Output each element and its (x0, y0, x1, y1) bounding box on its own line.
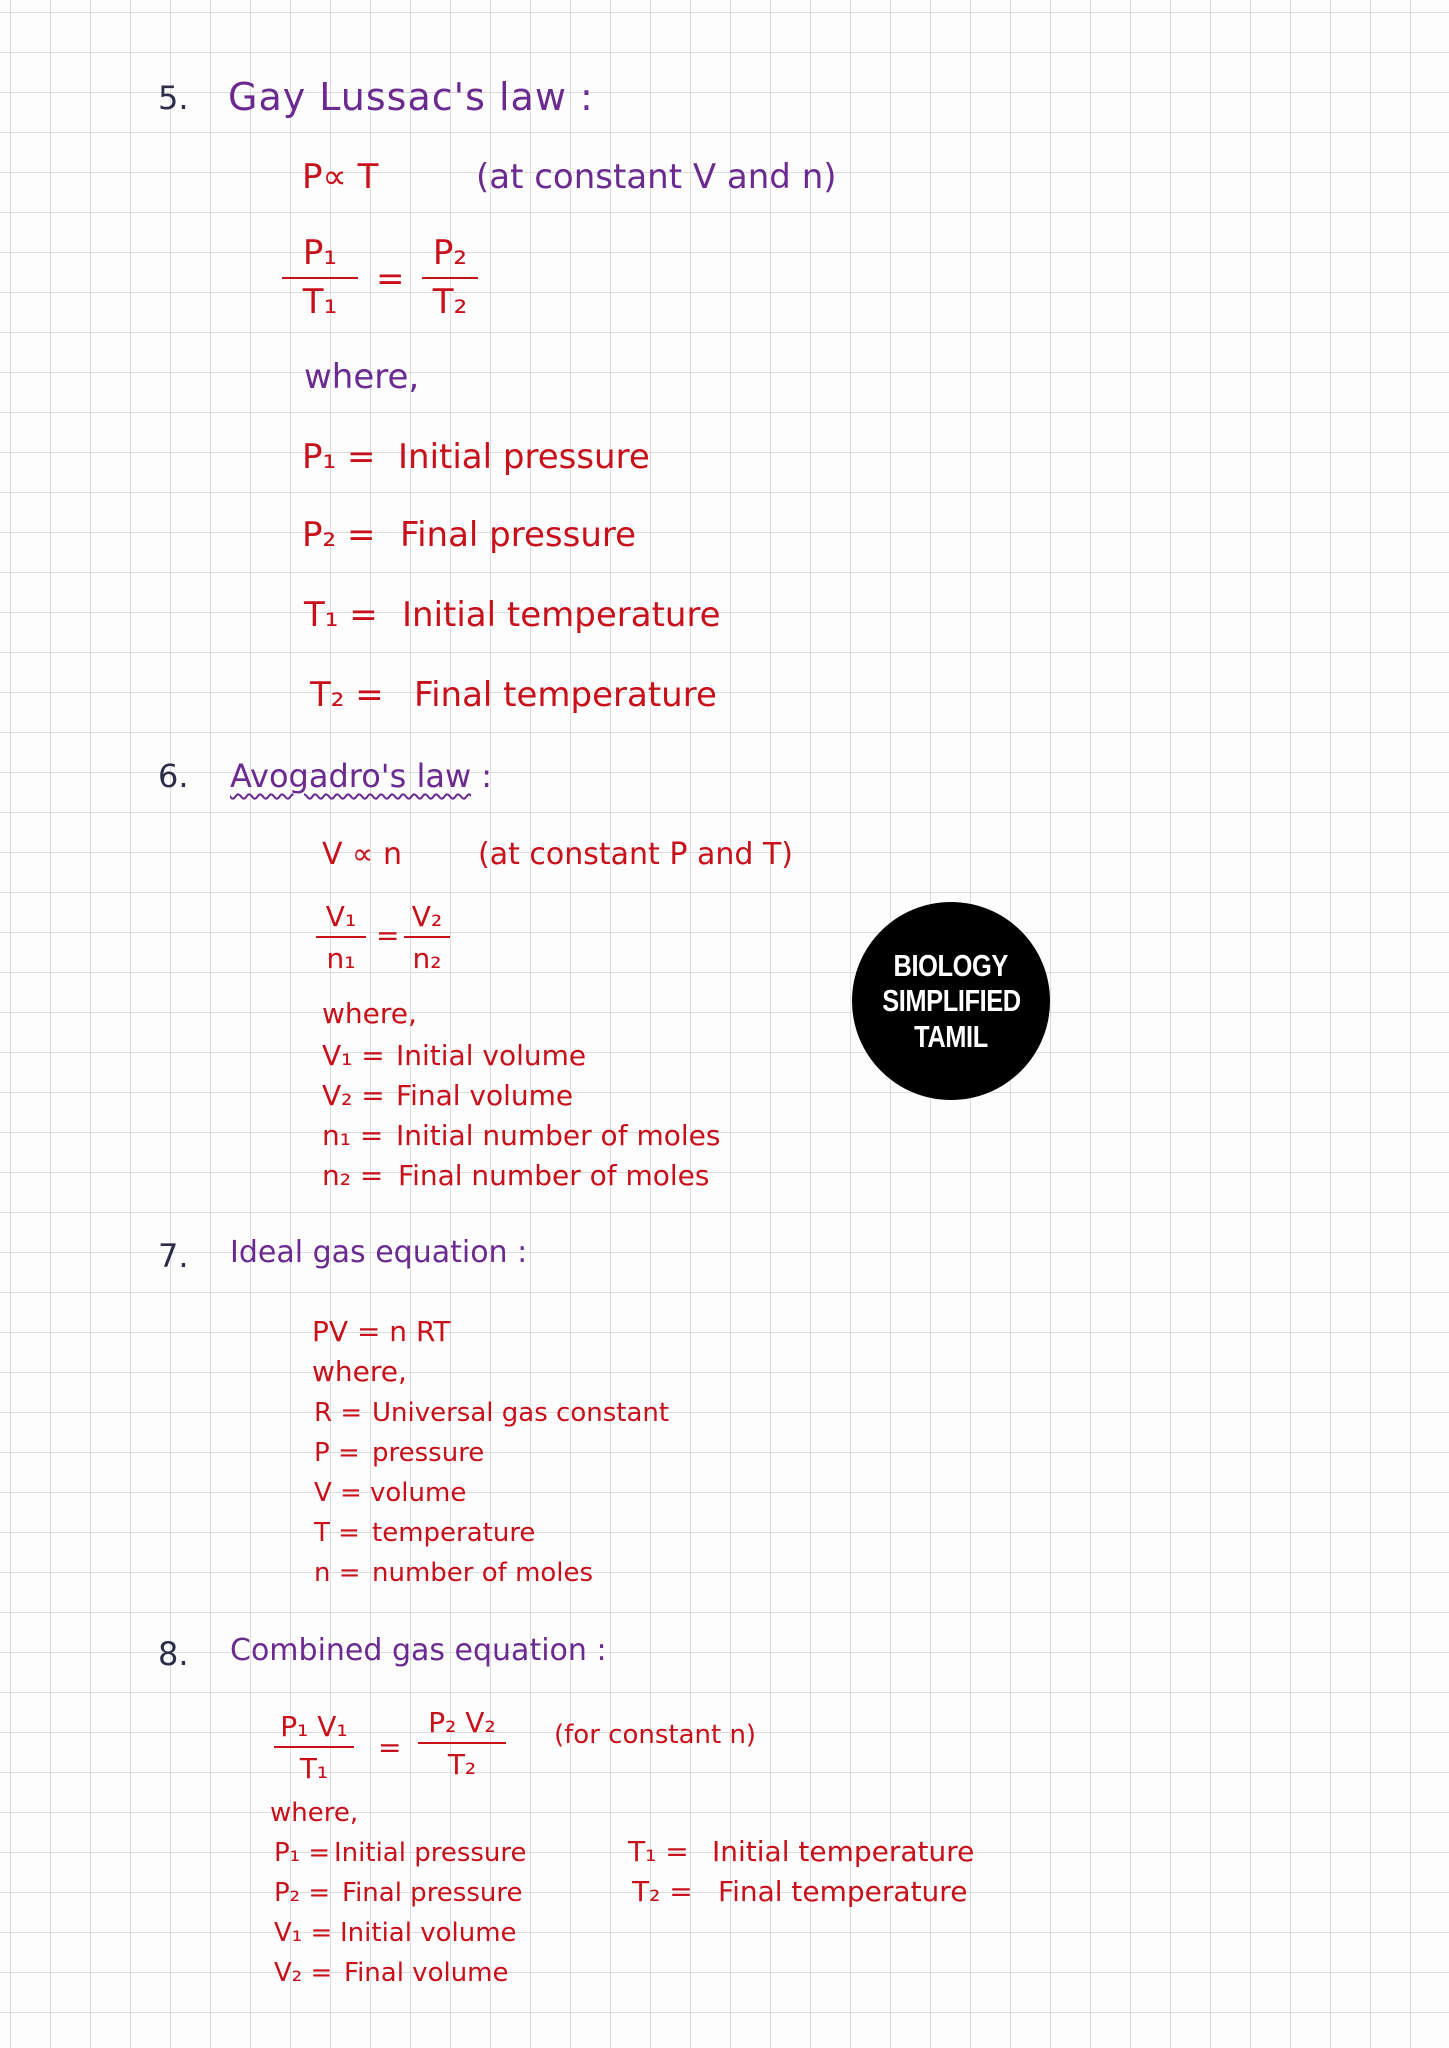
fraction-bar (274, 1746, 354, 1748)
logo-line: TAMIL (914, 1018, 988, 1054)
def-symbol: P₁ = (302, 437, 376, 477)
def-text: Final pressure (342, 1878, 523, 1908)
fraction-right (418, 1708, 506, 1780)
equals-sign: = (378, 1731, 402, 1764)
condition: (for constant n) (554, 1720, 757, 1750)
def-text: number of moles (372, 1558, 594, 1588)
def-symbol: T₂ = (632, 1875, 693, 1908)
def-symbol: P₁ = (274, 1838, 331, 1868)
section-7-title: Ideal gas equation : (230, 1235, 528, 1270)
def-text: volume (370, 1478, 467, 1508)
section-6-number: 6. (158, 757, 189, 795)
denominator: T₁ (299, 1752, 329, 1786)
def-text: Final number of moles (398, 1159, 710, 1192)
fraction-bar (418, 1742, 506, 1744)
def-text: Final pressure (400, 515, 637, 555)
numerator: V₁ (325, 900, 357, 933)
denominator: T₂ (447, 1748, 477, 1782)
logo-line: BIOLOGY (893, 947, 1009, 983)
def-symbol: R = (314, 1398, 363, 1428)
numerator: P₁ V₁ (280, 1710, 348, 1743)
def-symbol: V₁ = (322, 1039, 385, 1072)
denominator: n₂ (412, 942, 442, 976)
def-text: Initial pressure (334, 1838, 527, 1868)
def-symbol: T₁ = (628, 1835, 689, 1868)
equals-sign: = (376, 259, 405, 299)
fraction-left (274, 1712, 354, 1784)
fraction-bar (404, 936, 450, 938)
biology-simplified-tamil-logo (852, 902, 1050, 1100)
def-symbol: P₂ = (302, 515, 376, 555)
condition: (at constant P and T) (478, 837, 793, 872)
def-symbol: V = (314, 1478, 362, 1508)
ideal-gas-equation: PV = n RT (312, 1315, 451, 1348)
def-symbol: n₂ = (322, 1159, 384, 1192)
section-6-colon: : (481, 757, 493, 795)
condition: (at constant V and n) (476, 157, 837, 197)
def-symbol: T₂ = (310, 675, 384, 715)
section-5-title: Gay Lussac's law : (228, 75, 594, 119)
denominator: T₂ (432, 281, 468, 322)
numerator: P₂ (432, 233, 468, 273)
fraction-right (404, 902, 450, 974)
logo-line: SIMPLIFIED (881, 983, 1021, 1019)
def-symbol: V₂ = (322, 1079, 385, 1112)
proportionality: P∝ T (302, 157, 379, 197)
def-symbol: n = (314, 1558, 361, 1588)
def-symbol: V₁ = (274, 1918, 333, 1948)
def-text: Initial volume (396, 1039, 587, 1072)
equals-sign: = (376, 919, 400, 952)
where-label: where, (270, 1798, 359, 1828)
numerator: P₂ V₂ (428, 1706, 496, 1739)
fraction-right (422, 233, 478, 322)
def-symbol: T₁ = (304, 595, 378, 635)
def-text: Initial temperature (712, 1835, 975, 1868)
fraction-bar (282, 277, 358, 279)
section-6-title (230, 757, 493, 795)
numerator: V₂ (411, 900, 443, 933)
def-symbol: V₂ = (274, 1958, 333, 1988)
fraction-bar (422, 277, 478, 279)
denominator: T₁ (302, 281, 338, 322)
def-text: Final volume (344, 1958, 509, 1988)
def-symbol: n₁ = (322, 1119, 384, 1152)
def-text: pressure (372, 1438, 485, 1468)
def-symbol: P₂ = (274, 1878, 331, 1908)
def-text: Final temperature (718, 1875, 968, 1908)
where-label: where, (304, 357, 420, 397)
def-text: Initial number of moles (396, 1119, 721, 1152)
def-text: Initial pressure (398, 437, 650, 477)
def-symbol: T = (314, 1518, 360, 1548)
section-8-number: 8. (158, 1635, 189, 1673)
section-8-title: Combined gas equation : (230, 1633, 607, 1668)
fraction-bar (316, 936, 366, 938)
fraction-left (316, 902, 366, 974)
def-text: Final temperature (414, 675, 717, 715)
denominator: n₁ (326, 942, 356, 976)
where-label: where, (312, 1355, 407, 1388)
def-text: Final volume (396, 1079, 574, 1112)
section-6-title-text: Avogadro's law (230, 757, 472, 795)
section-5-number: 5. (158, 79, 189, 117)
section-7-number: 7. (158, 1237, 189, 1275)
numerator: P₁ (302, 233, 338, 273)
def-text: Initial volume (340, 1918, 517, 1948)
where-label: where, (322, 997, 417, 1030)
def-text: temperature (372, 1518, 536, 1548)
def-text: Initial temperature (402, 595, 721, 635)
proportionality: V ∝ n (322, 837, 403, 872)
fraction-left (282, 233, 358, 322)
def-symbol: P = (314, 1438, 360, 1468)
def-text: Universal gas constant (372, 1398, 670, 1428)
